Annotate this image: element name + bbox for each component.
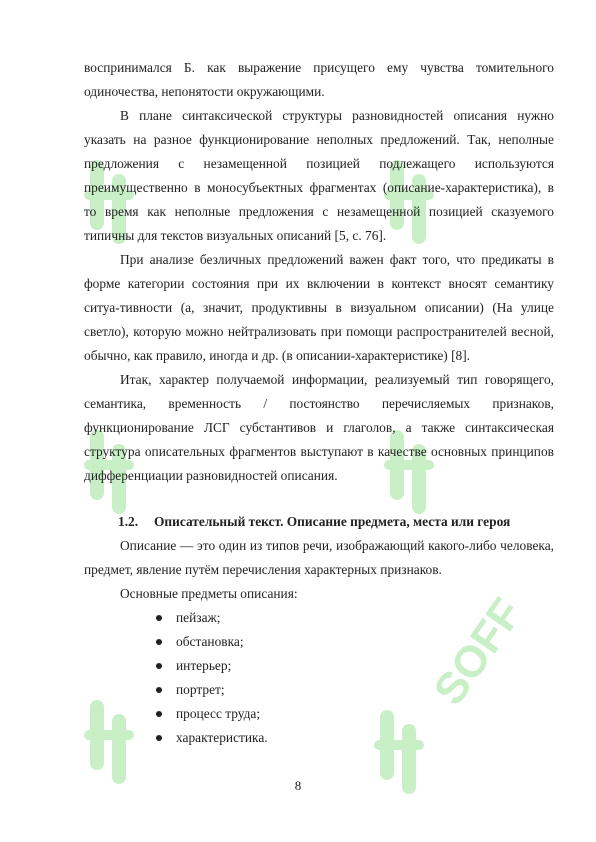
list-item: характеристика. — [154, 726, 554, 750]
paragraph: При анализе безличных предложений важен факт того, что предикаты в форме категории состояния при их включении в контекст вносят семантику ситуа-тивности (а, значит, продуктивны в визуальном описании) (На улице светло), которую можно нейтрализовать при помощи распространителей весной, обычно, как правило, иногда и др. (в описании-характеристике) [8]. — [84, 252, 554, 363]
section-heading — [84, 510, 554, 534]
subject-list — [84, 606, 554, 750]
watermark-text: SOFF — [424, 589, 532, 714]
list-item: интерьер; — [154, 654, 554, 678]
paragraph: Описание — это один из типов речи, изображающий какого-либо человека, предмет, явление путём перечисления характерных признаков. — [84, 538, 554, 577]
list-item: обстановка; — [154, 630, 554, 654]
list-item: портрет; — [154, 678, 554, 702]
bullet-icon — [156, 711, 162, 717]
page-number: 8 — [294, 778, 302, 793]
bullet-icon — [156, 687, 162, 693]
section-number: 1.2. — [118, 514, 139, 529]
paragraph: воспринимался Б. как выражение присущего ему чувства томительного одиночества, непонятости окружающими. — [84, 60, 554, 99]
bullet-icon — [156, 663, 162, 669]
paragraph: Основные предметы описания: — [120, 586, 298, 601]
section-title: Описательный текст. Описание предмета, места или героя — [154, 514, 511, 529]
list-item: пейзаж; — [154, 606, 554, 630]
document-body — [84, 56, 554, 750]
paragraph: В плане синтаксической структуры разновидностей описания нужно указать на разное функционирование неполных предложений. Так, неполные предложения с незамещенной позицией подлежащего используются преимущественно в моносубъектных фрагментах (описание-характеристика), в то время как неполные предложения с незамещенной позицией сказуемого типичны для текстов визуальных описаний [5, с. 76]. — [84, 108, 554, 243]
list-item: процесс труда; — [154, 702, 554, 726]
bullet-icon — [156, 735, 162, 741]
bullet-icon — [156, 615, 162, 621]
bullet-icon — [156, 639, 162, 645]
paragraph: Итак, характер получаемой информации, реализуемый тип говорящего, семантика, временность / постоянство перечисляемых признаков, функционирование ЛСГ субстантивов и глаголов, а также синтаксическая структура описательных фрагментов выступают в качестве основных принципов дифференциации разновидностей описания. — [84, 372, 554, 483]
